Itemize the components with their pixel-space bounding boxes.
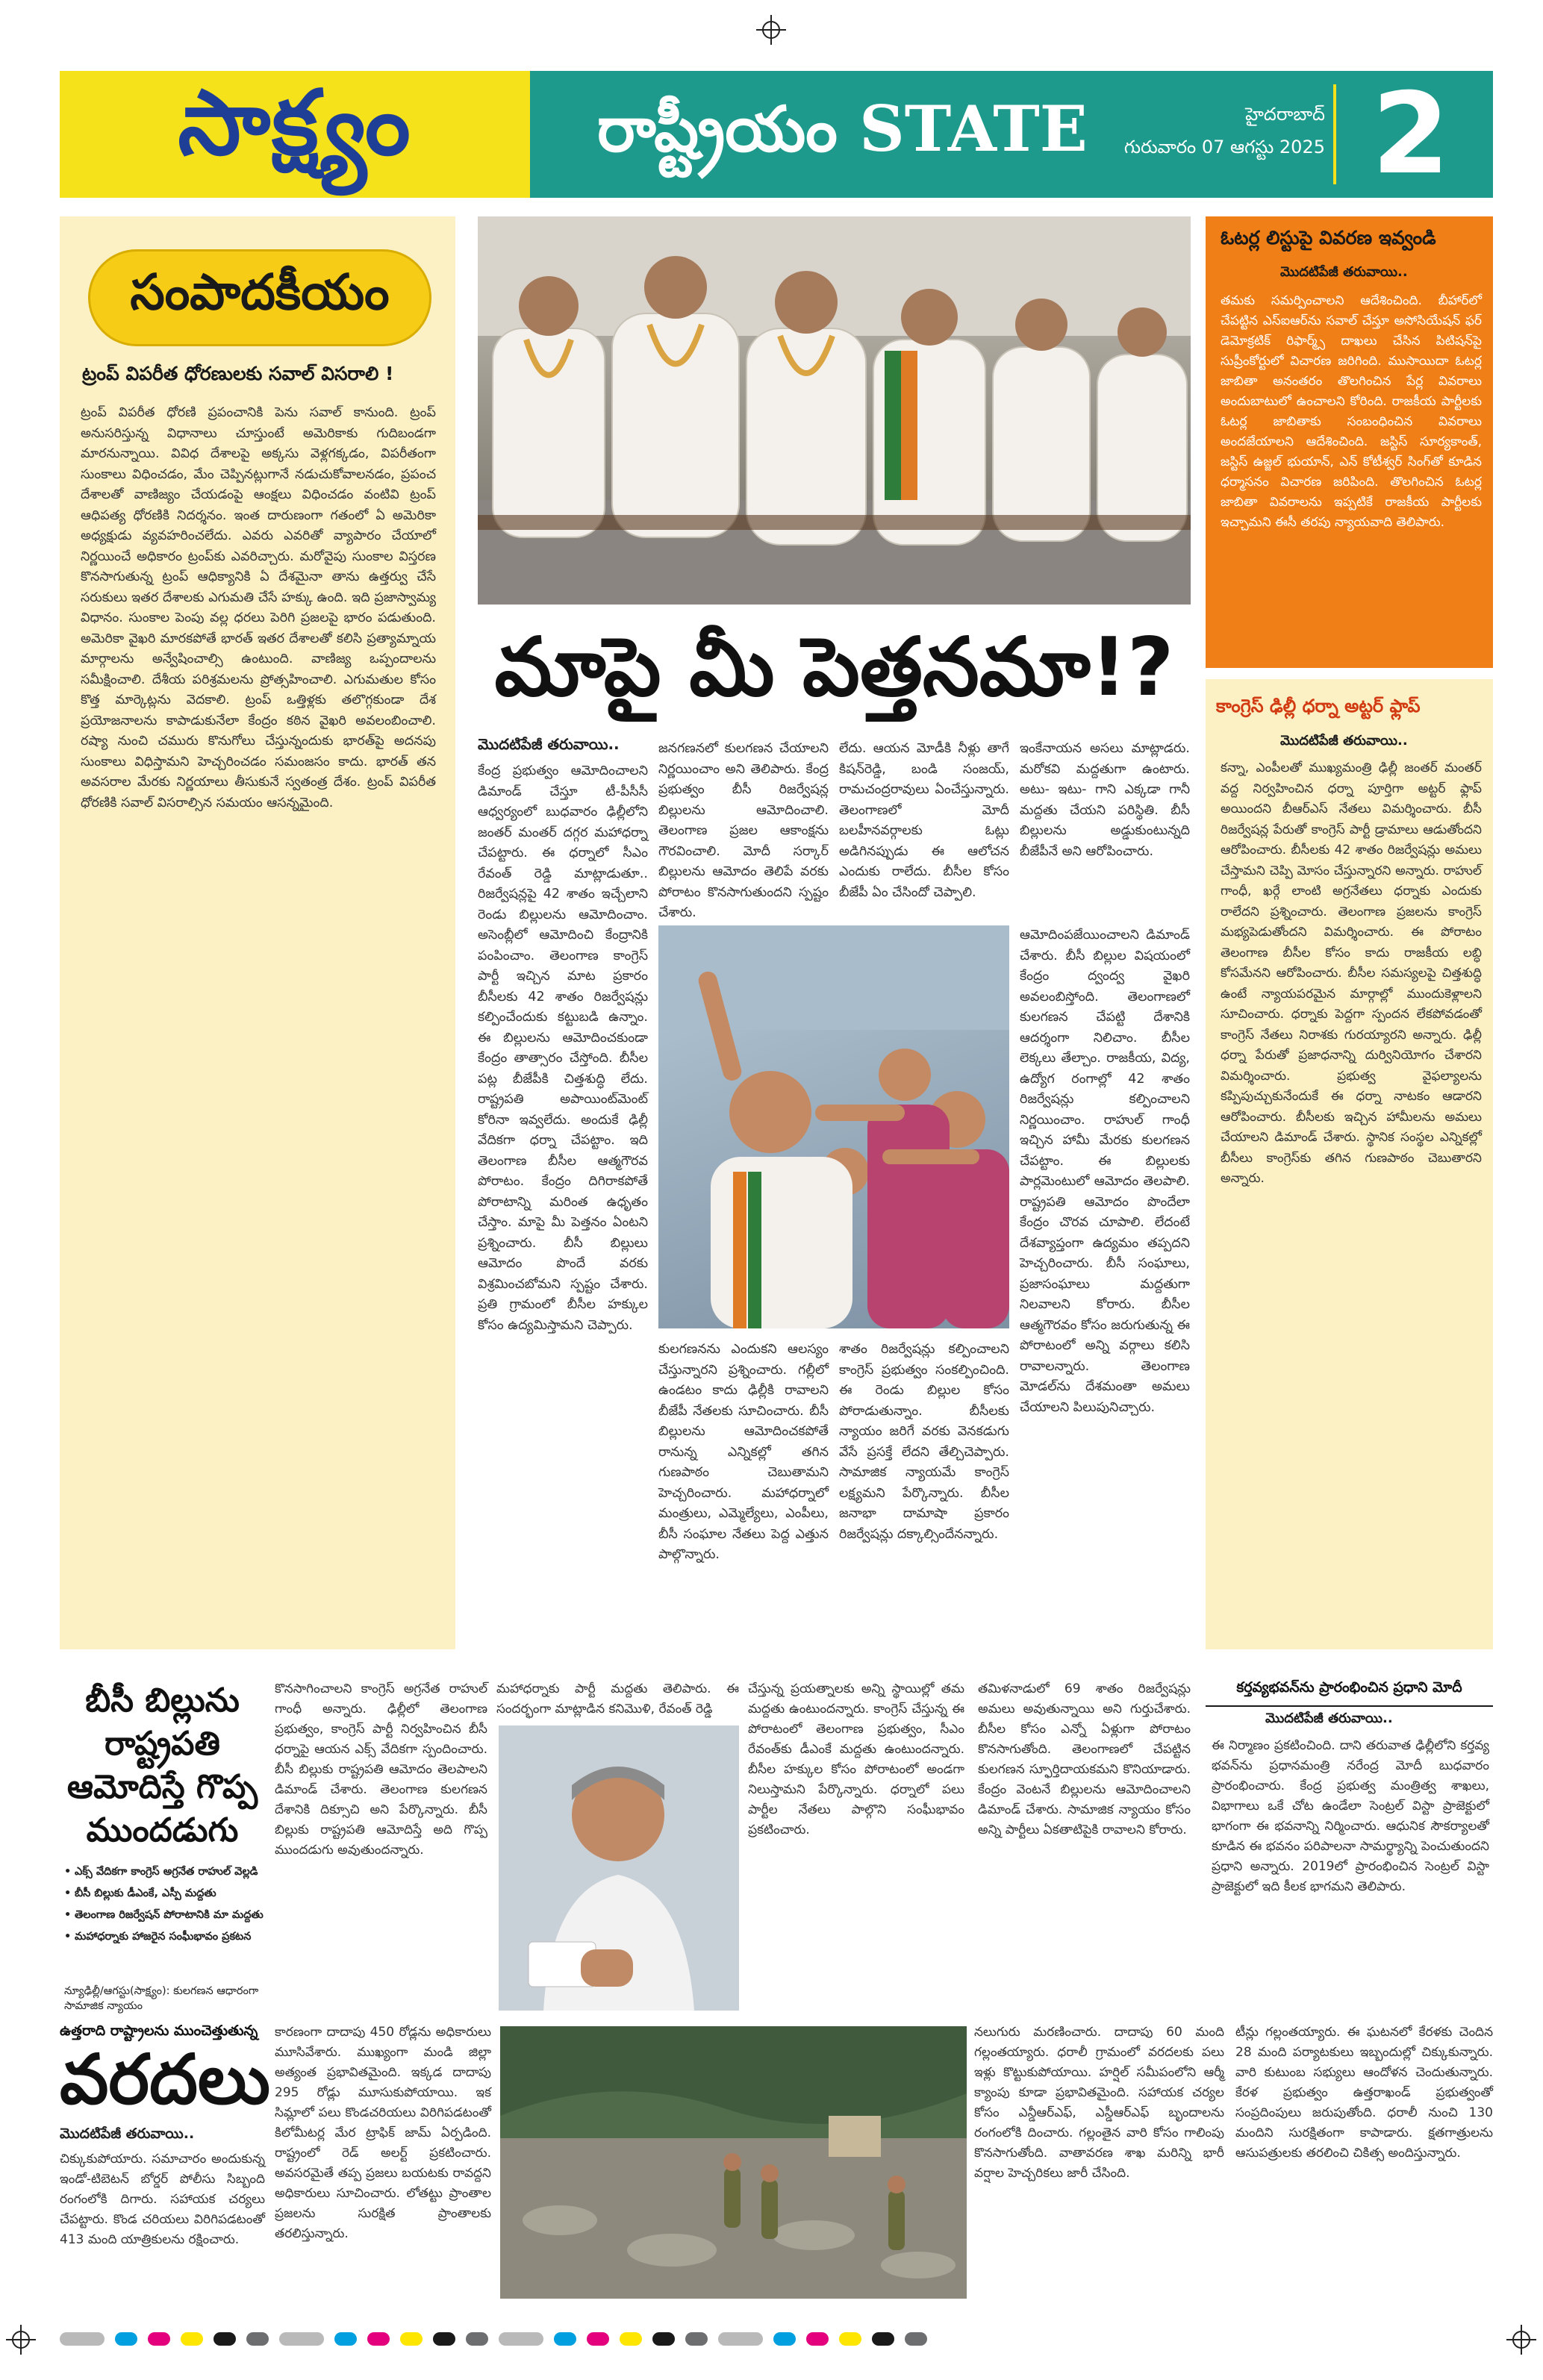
congress-dharna-headline: కాంగ్రెస్ ఢిల్లీ ధర్నా అట్టర్ ఫ్లాప్ [1216,696,1421,716]
page-number: 2 [1371,69,1450,199]
flood-story-column-1: చిక్కుకుపోయారు. సమాచారం అందుకున్న ఇండో-టిబెటన్ బోర్డర్ పోలీసు సిబ్బంది రంగంలోకి దిగారు. సహాయక చర్యలు చేపట్టారు. కొండ చరియలు విరిగిపడటంతో 413 మంది యాత్రికులను రక్షించారు. [60,2152,265,2247]
main-story-byline: మొదటిపేజీ తరువాయి.. [478,735,620,753]
voter-list-byline: మొదటిపేజీ తరువాయి.. [1280,264,1408,280]
rahul-gandhi-illustration [499,1725,739,2011]
kartavya-bhavan-body: ఈ నిర్మాణం ప్రకటించింది. దాని తరువాత ఢిల్లీలోని కర్తవ్య భవన్‌ను ప్రధానమంత్రి నరేంద్ర మోదీ బుధవారం ప్రారంభించారు. కేంద్ర ప్రభుత్వ మంత్రిత్వ శాఖలు, విభాగాలు ఒకే చోట ఉండేలా సెంట్రల్ విస్టా ప్రాజెక్టులో భాగంగా ఈ భవనాన్ని నిర్మించారు. ఆధునిక సౌకర్యాలతో కూడిన ఈ భవనం పరిపాలనా సామర్థ్యాన్ని పెంచుతుందని ప్రధాని అన్నారు. 2019లో ప్రారంభించిన సెంట్రల్ విస్టా ప్రాజెక్టులో ఇది కీలక భాగమని తెలిపారు. [1212,1738,1489,1894]
color-swatch [587,2332,609,2346]
color-swatch [246,2332,269,2346]
color-swatch [279,2332,324,2346]
rahul-story-photo-caption: మహాధర్నాకు పార్టీ మద్దతు తెలిపారు. ఈ సందర్భంగా మాట్లాడిన కనిమొళి, రేవంత్ రెడ్డి [496,1681,739,1717]
voter-list-body: తమకు సమర్పించాలని ఆదేశించింది. బీహార్‌లో చేపట్టిన ఎస్ఐఆర్‌ను సవాల్ చేస్తూ అసోసియేషన్ ఫర్ డెమోక్రటిక్ రిఫార్మ్స్ దాఖలు చేసిన పిటిషన్‌పై సుప్రీంకోర్టులో విచారణ జరిగింది. ముసాయిదా ఓటర్ల జాబితా అనంతరం తొలగించిన పేర్ల వివరాలు అందుబాటులో ఉంచాలని కోరింది. రాజకీయ పార్టీలకు ఓటర్ల జాబితాకు సంబంధించిన వివరాలు అందజేయాలని ఆదేశించింది. జస్టిస్ సూర్యకాంత్, జస్టిస్ ఉజ్జల్ భుయాన్, ఎన్ కోటీశ్వర్ సింగ్‌తో కూడిన ధర్మాసనం విచారణ జరిపింది. తొలగించిన ఓటర్ల జాబితా వివరాలను ఇప్పటికే రాజకీయ పార్టీలకు ఇచ్చామని ఈసీ తరపు న్యాయవాది తెలిపారు. [1221,293,1482,530]
color-swatch [433,2332,455,2346]
registration-mark-bottom-right [1506,2325,1536,2355]
color-swatch [60,2332,105,2346]
color-swatch [499,2332,543,2346]
masthead [60,71,1493,198]
main-story-column-2: జనగణనలో కులగణన చేయాలని నిర్ణయించాం అని తెలిపారు. కేంద్ర ప్రభుత్వం బీసీ రిజర్వేషన్ల బిల్లులను ఆమోదించాలి. తెలంగాణ ప్రజల ఆకాంక్షను గౌరవించాలి. మోదీ సర్కార్ బిల్లులను ఆమోదం తెలిపే వరకు పోరాటం కొనసాగుతుందని స్పష్టం చేశారు. [658,741,829,920]
editorial-headline: ట్రంప్ విపరీత ధోరణులకు సవాల్ విసరాలి ! [82,363,394,384]
rahul-story-column-3: తమిళనాడులో 69 శాతం రిజర్వేషన్లు అమలు అవుతున్నాయి అని గుర్తుచేశారు. బీసీల కోసం ఎన్నో ఏళ్లుగా పోరాటం కొనసాగుతోంది. తెలంగాణలో చేపట్టిన కులగణన స్ఫూర్తిదాయకమని కొనియాడారు. కేంద్రం వెంటనే బిల్లులను ఆమోదించాలని డిమాండ్ చేశారు. సామాజిక న్యాయం కోసం అన్ని పార్టీలు ఏకతాటిపైకి రావాలని కోరారు. [978,1681,1191,1837]
main-headline: మాపై మీ పెత్తనమా!? [494,621,1174,714]
congress-dharna-story-box [1206,679,1493,1649]
color-swatch [367,2332,390,2346]
flood-byline: మొదటిపేజీ తరువాయి.. [60,2126,195,2142]
registration-mark-bottom-left [6,2325,36,2355]
rahul-story-column-1: కొనసాగించాలని కాంగ్రెస్ అగ్రనేత రాహుల్ గాంధీ అన్నారు. ఢిల్లీలో తెలంగాణ ప్రభుత్వం, కాంగ్రెస్ పార్టీ నిర్వహించిన బీసీ ధర్నాపై ఆయన ఎక్స్ వేదికగా స్పందించారు. బీసీ బిల్లుకు రాష్ట్రపతి ఆమోదం తెలపాలని డిమాండ్ చేశారు. తెలంగాణ కులగణన దేశానికి దిక్సూచి అని పేర్కొన్నారు. బీసీ బిల్లుకు రాష్ట్రపతి ఆమోదిస్తే అది గొప్ప ముందడుగు అవుతుందన్నారు. [275,1681,487,1858]
kartavya-bhavan-headline: కర్తవ్యభవన్‌ను ప్రారంభించిన ప్రధాని మోదీ [1206,1679,1493,1707]
congress-dharna-body: కన్నా, ఎంపీలతో ముఖ్యమంత్రి ఢిల్లీ జంతర్ మంతర్ వద్ద నిర్వహించిన ధర్నా పూర్తిగా అట్టర్ ఫ్లాప్ అయిందని బీఆర్ఎస్ నేతలు విమర్శించారు. బీసీ రిజర్వేషన్ల పేరుతో కాంగ్రెస్ పార్టీ డ్రామాలు ఆడుతోందని ఆరోపించారు. బీసీలకు 42 శాతం రిజర్వేషన్లు అమలు చేస్తామని చెప్పి మోసం చేస్తున్నారని అన్నారు. రాహుల్ గాంధీ, ఖర్గే లాంటి అగ్రనేతలు ధర్నాకు ఎందుకు రాలేదని ప్రశ్నించారు. తెలంగాణ ప్రజలను కాంగ్రెస్ మభ్యపెడుతోందని విమర్శించారు. ఈ పోరాటం తెలంగాణ బీసీల కోసం కాదు రాజకీయ లబ్ధి కోసమేనని ఆరోపించారు. బీసీల సమస్యలపై చిత్తశుద్ధి ఉంటే న్యాయపరమైన మార్గాల్లో ముందుకెళ్లాలని సూచించారు. ధర్నాకు పెద్దగా స్పందన లేకపోవడంతో కాంగ్రెస్ నేతలు నిరాశకు గురయ్యారని అన్నారు. ఢిల్లీ ధర్నా పేరుతో ప్రజాధనాన్ని దుర్వినియోగం చేశారని విమర్శించారు. ప్రభుత్వ వైఫల్యాలను కప్పిపుచ్చుకునేందుకే ఈ ధర్నా నాటకం ఆడారని ఆరోపించారు. బీసీలకు ఇచ్చిన హామీలను అమలు చేయాలని డిమాండ్ చేశారు. స్థానిక సంస్థల ఎన్నికల్లో బీసీలు కాంగ్రెస్‌కు తగిన గుణపాఠం చెబుతారని అన్నారు. [1221,760,1482,1186]
newspaper-logo: సాక్ష్యం [178,72,412,175]
color-swatch [872,2332,894,2346]
color-swatch [148,2332,170,2346]
color-swatch [685,2332,708,2346]
flood-story-column-4: టీన్లు గల్లంతయ్యారు. ఈ ఘటనలో కేరళకు చెందిన 28 మంది పర్యాటకులు ఇబ్బందుల్లో చిక్కుకున్నారు. వారి కుటుంబ సభ్యులు ఆందోళన చెందుతున్నారు. కేరళ ప్రభుత్వం ఉత్తరాఖండ్ ప్రభుత్వంతో సంప్రదింపులు జరుపుతోంది. ధరాలీ నుంచి 130 మందిని సురక్షితంగా కాపాడారు. క్షతగాత్రులను ఆసుపత్రులకు తరలించి చికిత్స అందిస్తున్నారు. [1235,2025,1493,2161]
logo-box [60,71,530,198]
city: హైదరాబాద్ [1245,104,1325,125]
main-story-column-4-continued: ఆమోదింపజేయించాలని డిమాండ్ చేశారు. బీసీ బిల్లుల విషయంలో కేంద్రం ద్వంద్వ వైఖరి అవలంబిస్తోంది. తెలంగాణలో కులగణన చేపట్టి దేశానికి ఆదర్శంగా నిలిచాం. బీసీల లెక్కలు తేల్చాం. రాజకీయ, విద్య, ఉద్యోగ రంగాల్లో 42 శాతం రిజర్వేషన్లు కల్పించాలని నిర్ణయించాం. రాహుల్ గాంధీ ఇచ్చిన హామీ మేరకు కులగణన చేపట్టాం. ఈ బిల్లులకు పార్లమెంటులో ఆమోదం తెలపాలి. రాష్ట్రపతి ఆమోదం పొందేలా కేంద్రం చొరవ చూపాలి. లేదంటే దేశవ్యాప్తంగా ఉద్యమం తప్పదని హెచ్చరించారు. బీసీ సంఘాలు, ప్రజాసంఘాలు మద్దతుగా నిలవాలని కోరారు. బీసీల ఆత్మగౌరవం కోసం జరుగుతున్న ఈ పోరాటంలో అన్ని వర్గాలు కలిసి రావాలన్నారు. తెలంగాణ మోడల్‌ను దేశమంతా అమలు చేయాలని పిలుపునిచ్చారు. [1020,928,1190,1415]
color-swatch [905,2332,927,2346]
page-divider [1333,84,1336,184]
printer-color-bar [60,2329,1493,2349]
color-swatch [213,2332,236,2346]
highlight-item: • బీసీ బిల్లుకు డీఎంకే, ఎస్పీ మద్దతు [64,1886,266,1901]
voter-list-story-box [1206,216,1493,668]
main-story-column-3-continued: శాతం రిజర్వేషన్లు కల్పించాలని కాంగ్రెస్ ప్రభుత్వం సంకల్పించింది. ఈ రెండు బిల్లుల కోసం పోరాడుతున్నాం. బీసీలకు న్యాయం జరిగే వరకు వెనకడుగు వేసే ప్రసక్తే లేదని తేల్చిచెప్పారు. సామాజిక న్యాయమే కాంగ్రెస్ లక్ష్యమని పేర్కొన్నారు. బీసీల జనాభా దామాషా ప్రకారం రిజర్వేషన్లు దక్కాల్సిందేనన్నారు. [839,1342,1009,1542]
voter-list-headline: ఓటర్ల లిస్టుపై వివరణ ఇవ్వండి [1221,227,1436,249]
dateline [1124,104,1325,162]
color-swatch [806,2332,829,2346]
flood-rescue-illustration [500,2026,967,2299]
editorial-body: ట్రంప్ విపరీత ధోరణి ప్రపంచానికి పెను సవాల్ కానుంది. ట్రంప్ అనుసరిస్తున్న విధానాలు చూస్తుంటే అమెరికాకు గుదిబండగా మారనున్నాయి. వివిధ దేశాలపై అక్కసు వెళ్లగక్కడం, విపరీతంగా సుంకాలు విధించడం, మేం చెప్పినట్లుగానే నడుచుకోవాలనడం, ప్రపంచ దేశాలతో వాణిజ్యం చేయడంపై ఆంక్షలు విధించడం వంటివి ట్రంప్ ఆధిపత్య ధోరణికి నిదర్శనం. ఇంత దారుణంగా గతంలో ఏ అమెరికా అధ్యక్షుడు వ్యవహరించలేదు. ఎవరు ఎవరితో వ్యాపారం చేయాలో నిర్ణయించే అధికారం ట్రంప్‌కు ఎవరిచ్చారు. మరోవైపు సుంకాల విస్తరణ కొనసాగుతున్న ట్రంప్ ఆధిక్యానికి ఏ దేశమైనా తాను ఉత్తర్వు చేసే సరుకులు ఇతర దేశాలకు ఎగుమతి చేసే హక్కు ఉంది. ఇది ప్రజాస్వామ్య విధానం. సుంకాల పెంపు వల్ల ధరలు పెరిగి ప్రజలపై భారం పడుతుంది. అమెరికా వైఖరి మారకపోతే భారత్ ఇతర దేశాలతో కలిసి ప్రత్యామ్నాయ మార్గాలను అన్వేషించాల్సి ఉంటుంది. వాణిజ్య ఒప్పందాలను సమీక్షించాలి. దేశీయ పరిశ్రమలను ప్రోత్సహించాలి. ఎగుమతుల కోసం కొత్త మార్కెట్లను వెదకాలి. ట్రంప్ ఒత్తిళ్లకు తలొగ్గకుండా దేశ ప్రయోజనాలను కాపాడుకునేలా కేంద్రం కఠిన వైఖరి అవలంబించాలి. రష్యా నుంచి చమురు కొనుగోలు చేస్తున్నందుకు భారత్‌పై అదనపు సుంకాలు విధిస్తామని హెచ్చరించడం సమంజసం కాదు. భారత్ తన అవసరాల మేరకు నిర్ణయాలు తీసుకునే స్వతంత్ర దేశం. ట్రంప్ విపరీత ధోరణికి సవాల్ విసరాల్సిన సమయం ఆసన్నమైంది. [81,405,436,810]
editorial-label: సంపాదకీయం [130,263,390,321]
color-swatch [115,2332,137,2346]
kartavya-bhavan-story-box [1206,1679,1493,2011]
main-story-column-4: ఇంకేనాయన అసలు మాట్లాడరు. మరోకవి మద్దతుగా ఉంటారు. అటు- ఇటు- గాని ఎక్కడా గానీ మద్దతు చేయని పరిస్థితి. బీసీ బిల్లులను అడ్డుకుంటున్నది బీజేపీనే అని ఆరోపించారు. [1020,741,1190,859]
flood-story-column-3: నలుగురు మరణించారు. దాదాపు 60 మంది గల్లంతయ్యారు. ధరాలీ గ్రామంలో వరదలకు పలు ఇళ్లు కొట్టుకుపోయాయి. హర్షిల్ సమీపంలోని ఆర్మీ క్యాంపు కూడా ప్రభావితమైంది. సహాయక చర్యల కోసం ఎన్డీఆర్ఎఫ్, ఎస్డీఆర్ఎఫ్ బృందాలను రంగంలోకి దించారు. గల్లంతైన వారి కోసం గాలింపు కొనసాగుతోంది. వాతావరణ శాఖ మరిన్ని భారీ వర్షాల హెచ్చరికలు జారీ చేసింది. [974,2025,1224,2181]
section-banner [530,71,1493,198]
kartavya-bhavan-byline: మొదటిపేజీ తరువాయి.. [1265,1711,1393,1726]
color-swatch [400,2332,423,2346]
crowd-greeting-photo [658,925,1009,1328]
flood-rescue-photo [500,2026,967,2299]
main-story-column-1: కేంద్ర ప్రభుత్వం ఆమోదించాలని డిమాండ్ చేస్తూ టీ-పీసీసీ ఆధ్వర్యంలో బుధవారం ఢిల్లీలోని జంతర్ మంతర్ దగ్గర మహాధర్నా చేపట్టారు. ఈ ధర్నాలో సీఎం రేవంత్ రెడ్డి మాట్లాడుతూ.. రిజర్వేషన్లపై 42 శాతం ఇచ్చేలాని రెండు బిల్లులను ఆమోదించాం. అసెంబ్లీలో ఆమోదించి కేంద్రానికి పంపించాం. తెలంగాణ కాంగ్రెస్ పార్టీ ఇచ్చిన మాట ప్రకారం బీసీలకు 42 శాతం రిజర్వేషన్లు కల్పించేందుకు కట్టుబడి ఉన్నాం. ఈ బిల్లులను ఆమోదించకుండా కేంద్రం తాత్సారం చేస్తోంది. బీసీల పట్ల బీజేపీకి చిత్తశుద్ధి లేదు. రాష్ట్రపతి అపాయింట్‌మెంట్ కోరినా ఇవ్వలేదు. అందుకే ఢిల్లీ వేదికగా ధర్నా చేపట్టాం. ఇది తెలంగాణ బీసీల ఆత్మగౌరవ పోరాటం. కేంద్రం దిగిరాకపోతే పోరాటాన్ని మరింత ఉధృతం చేస్తాం. మాపై మీ పెత్తనం ఏంటని ప్రశ్నించారు. బీసీ బిల్లులు ఆమోదం పొందే వరకు విశ్రమించబోమని స్పష్టం చేశారు. ప్రతి గ్రామంలో బీసీల హక్కుల కోసం ఉద్యమిస్తామని చెప్పారు. [478,763,648,1333]
protest-leaders-photo [478,216,1191,605]
color-swatch [334,2332,357,2346]
issue-date: గురువారం 07 ఆగస్టు 2025 [1123,137,1325,157]
flood-kicker: ఉత్తరాది రాష్ట్రాలను ముంచెత్తుతున్న [60,2023,258,2039]
highlight-item: • ఎక్స్ వేదికగా కాంగ్రెస్ అగ్రనేత రాహుల్ వెల్లడి [64,1864,266,1879]
section-title: రాష్ట్రీయం STATE [597,92,1088,166]
rahul-gandhi-photo [499,1725,739,2011]
editorial-column [60,216,455,1649]
bc-bill-headline: బీసీ బిల్లును రాష్ట్రపతి ఆమోదిస్తే గొప్ప ముందడుగు [66,1681,258,1849]
main-story-column-2-continued: కులగణనను ఎందుకని ఆలస్యం చేస్తున్నారని ప్రశ్నించారు. గల్లీలో ఉండటం కాదు ఢిల్లీకి రావాలని బీజేపీ నేతలకు సూచించారు. బీసీ బిల్లులను ఆమోదించకపోతే రానున్న ఎన్నికల్లో తగిన గుణపాఠం చెబుతామని హెచ్చరించారు. మహాధర్నాలో మంత్రులు, ఎమ్మెల్యేలు, ఎంపీలు, బీసీ సంఘాల నేతలు పెద్ద ఎత్తున పాల్గొన్నారు. [658,1342,829,1562]
color-swatch [181,2332,203,2346]
highlight-item: • మహాధర్నాకు హాజరైన సంఘీభావం ప్రకటన [64,1929,266,1944]
rahul-story-column-2: చేస్తున్న ప్రయత్నాలకు అన్ని స్థాయిల్లో తమ మద్దతు ఉంటుందన్నారు. కాంగ్రెస్ చేస్తున్న ఈ పోరాటంలో తెలంగాణ ప్రభుత్వం, సీఎం రేవంత్‌కు డీఎంకే మద్దతు ఉంటుందన్నారు. బీసీల హక్కుల కోసం పోరాటంలో అండగా నిలుస్తామని పేర్కొన్నారు. ధర్నాలో పలు పార్టీల నేతలు పాల్గొని సంఘీభావం ప్రకటించారు. [748,1681,964,1837]
main-story-column-3: లేదు. ఆయన మోడీకి నీళ్లు తాగే కిషన్‌రెడ్డి, బండి సంజయ్, రామచంద్రరావులు ఏంచేస్తున్నారు. తెలంగాణలో మోదీ బలహీనవర్గాలకు ఓట్లు అడిగినప్పుడు ఈ ఆలోచన ఎందుకు రాలేదు. బీసీల కోసం బీజేపీ ఏం చేసిందో చెప్పాలి. [839,741,1009,900]
flood-headline: వరదలు [60,2040,270,2120]
color-swatch [466,2332,488,2346]
registration-mark-top [756,15,786,45]
color-swatch [554,2332,576,2346]
editorial-label-pill [88,249,431,346]
color-swatch [620,2332,642,2346]
crowd-greeting-illustration [658,925,1009,1328]
bc-bill-byline: న్యూఢిల్లీ/ఆగస్టు(సాక్ష్యం): కులగణన ఆధారంగా సామాజిక న్యాయం [64,1985,259,2012]
color-swatch [718,2332,763,2346]
color-swatch [652,2332,675,2346]
flood-story-column-2: కారణంగా దాదాపు 450 రోడ్లను అధికారులు మూసివేశారు. ముఖ్యంగా మండి జిల్లా అత్యంత ప్రభావితమైంది. ఇక్కడ దాదాపు 295 రోడ్లు మూసుకుపోయాయి. ఇక సిమ్లాలో పలు కొండచరియలు విరిగిపడటంతో కిలోమీటర్ల మేర ట్రాఫిక్ జామ్ ఏర్పడింది. రాష్ట్రంలో రెడ్ అలర్ట్ ప్రకటించారు. అవసరమైతే తప్ప ప్రజలు బయటకు రావద్దని అధికారులు సూచించారు. లోతట్టు ప్రాంతాల ప్రజలను సురక్షిత ప్రాంతాలకు తరలిస్తున్నారు. [275,2025,491,2241]
congress-dharna-byline: మొదటిపేజీ తరువాయి.. [1280,733,1408,749]
bc-bill-highlights [64,1864,266,1951]
color-swatch [773,2332,796,2346]
bc-bill-story-box [60,1679,265,2011]
highlight-item: • తెలంగాణ రిజర్వేషన్ పోరాటానికి మా మద్దతు [64,1908,266,1923]
color-swatch [839,2332,861,2346]
protest-leaders-illustration [478,216,1191,605]
